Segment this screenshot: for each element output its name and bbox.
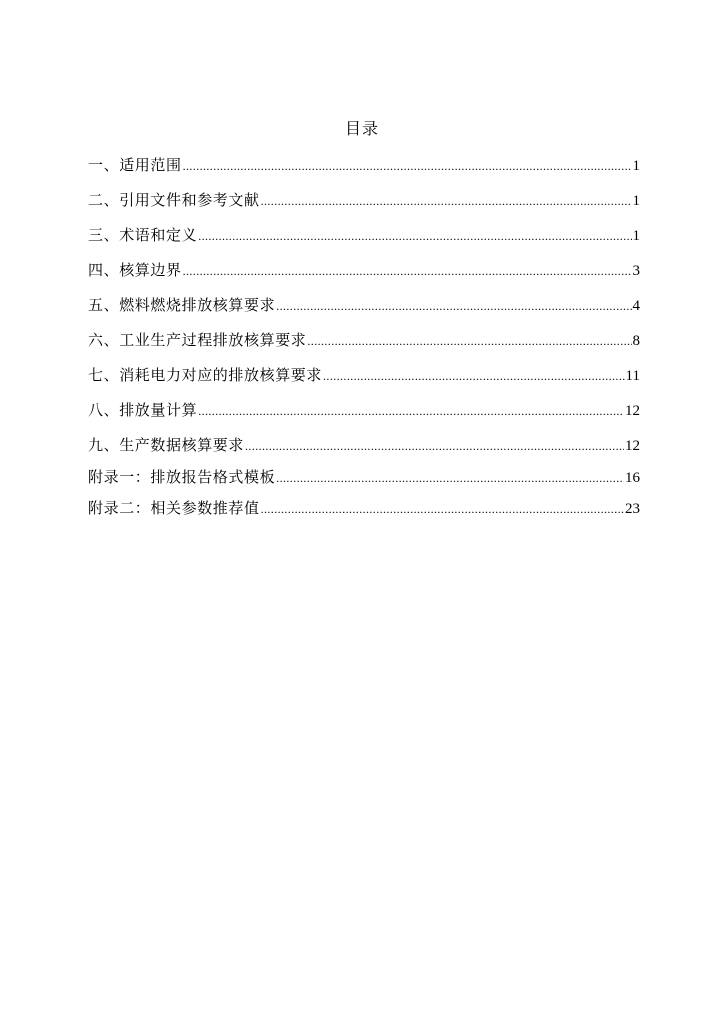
toc-page-number: 4: [632, 298, 640, 314]
toc-page-number: 1: [632, 158, 640, 174]
toc-entry-label: 四、核算边界: [88, 261, 182, 279]
toc-dot-leader: [198, 397, 624, 425]
toc-dot-leader: [198, 222, 631, 250]
toc-page-number: 1: [632, 193, 640, 209]
toc-entry-production-data[interactable]: [88, 431, 640, 463]
toc-entry-label: 七、消耗电力对应的排放核算要求: [88, 366, 323, 384]
toc-page-number: 23: [625, 501, 640, 517]
toc-entry-appendix-two[interactable]: [88, 494, 640, 526]
toc-entry-label: 二、引用文件和参考文献: [88, 191, 260, 209]
toc-page-number: 3: [632, 263, 640, 279]
toc-page-number: 1: [632, 228, 640, 244]
toc-page-number: 12: [625, 438, 640, 454]
toc-dot-leader: [276, 464, 624, 492]
toc-entry-appendix-one[interactable]: [88, 463, 640, 495]
toc-entry-label: 一、适用范围: [88, 156, 182, 174]
toc-dot-leader: [261, 187, 632, 215]
toc-entry-fuel-combustion[interactable]: [88, 291, 640, 326]
toc-entry-label: 九、生产数据核算要求: [88, 436, 245, 454]
toc-entry-emission-calculation[interactable]: [88, 396, 640, 431]
toc-dot-leader: [261, 495, 624, 523]
toc-dot-leader: [307, 327, 631, 355]
toc-entry-boundary[interactable]: [88, 256, 640, 291]
toc-entry-label: 五、燃料燃烧排放核算要求: [88, 296, 276, 314]
toc-dot-leader: [276, 292, 631, 320]
toc-entry-terms[interactable]: [88, 221, 640, 256]
toc-entry-electricity[interactable]: [88, 361, 640, 396]
toc-dot-leader: [183, 152, 632, 180]
toc-entry-label: 八、排放量计算: [88, 401, 198, 419]
toc-entry-references[interactable]: [88, 186, 640, 221]
toc-dot-leader: [245, 432, 624, 460]
toc-title: 目录: [344, 119, 379, 138]
toc-entry-industrial-process[interactable]: [88, 326, 640, 361]
toc-entry-label: 附录二：相关参数推荐值: [88, 499, 260, 517]
toc-entry-label: 六、工业生产过程排放核算要求: [88, 331, 307, 349]
toc-dot-leader: [183, 257, 632, 285]
toc-page-number: 12: [625, 403, 640, 419]
toc-entry-label: 附录一：排放报告格式模板: [88, 467, 276, 486]
toc-page-number: 8: [632, 333, 640, 349]
toc-entry-scope[interactable]: [88, 151, 640, 186]
table-of-contents: [88, 151, 640, 526]
toc-page-number: 11: [625, 368, 640, 384]
toc-page-number: 16: [625, 469, 640, 486]
toc-dot-leader: [323, 362, 625, 390]
toc-entry-label: 三、术语和定义: [88, 226, 198, 244]
